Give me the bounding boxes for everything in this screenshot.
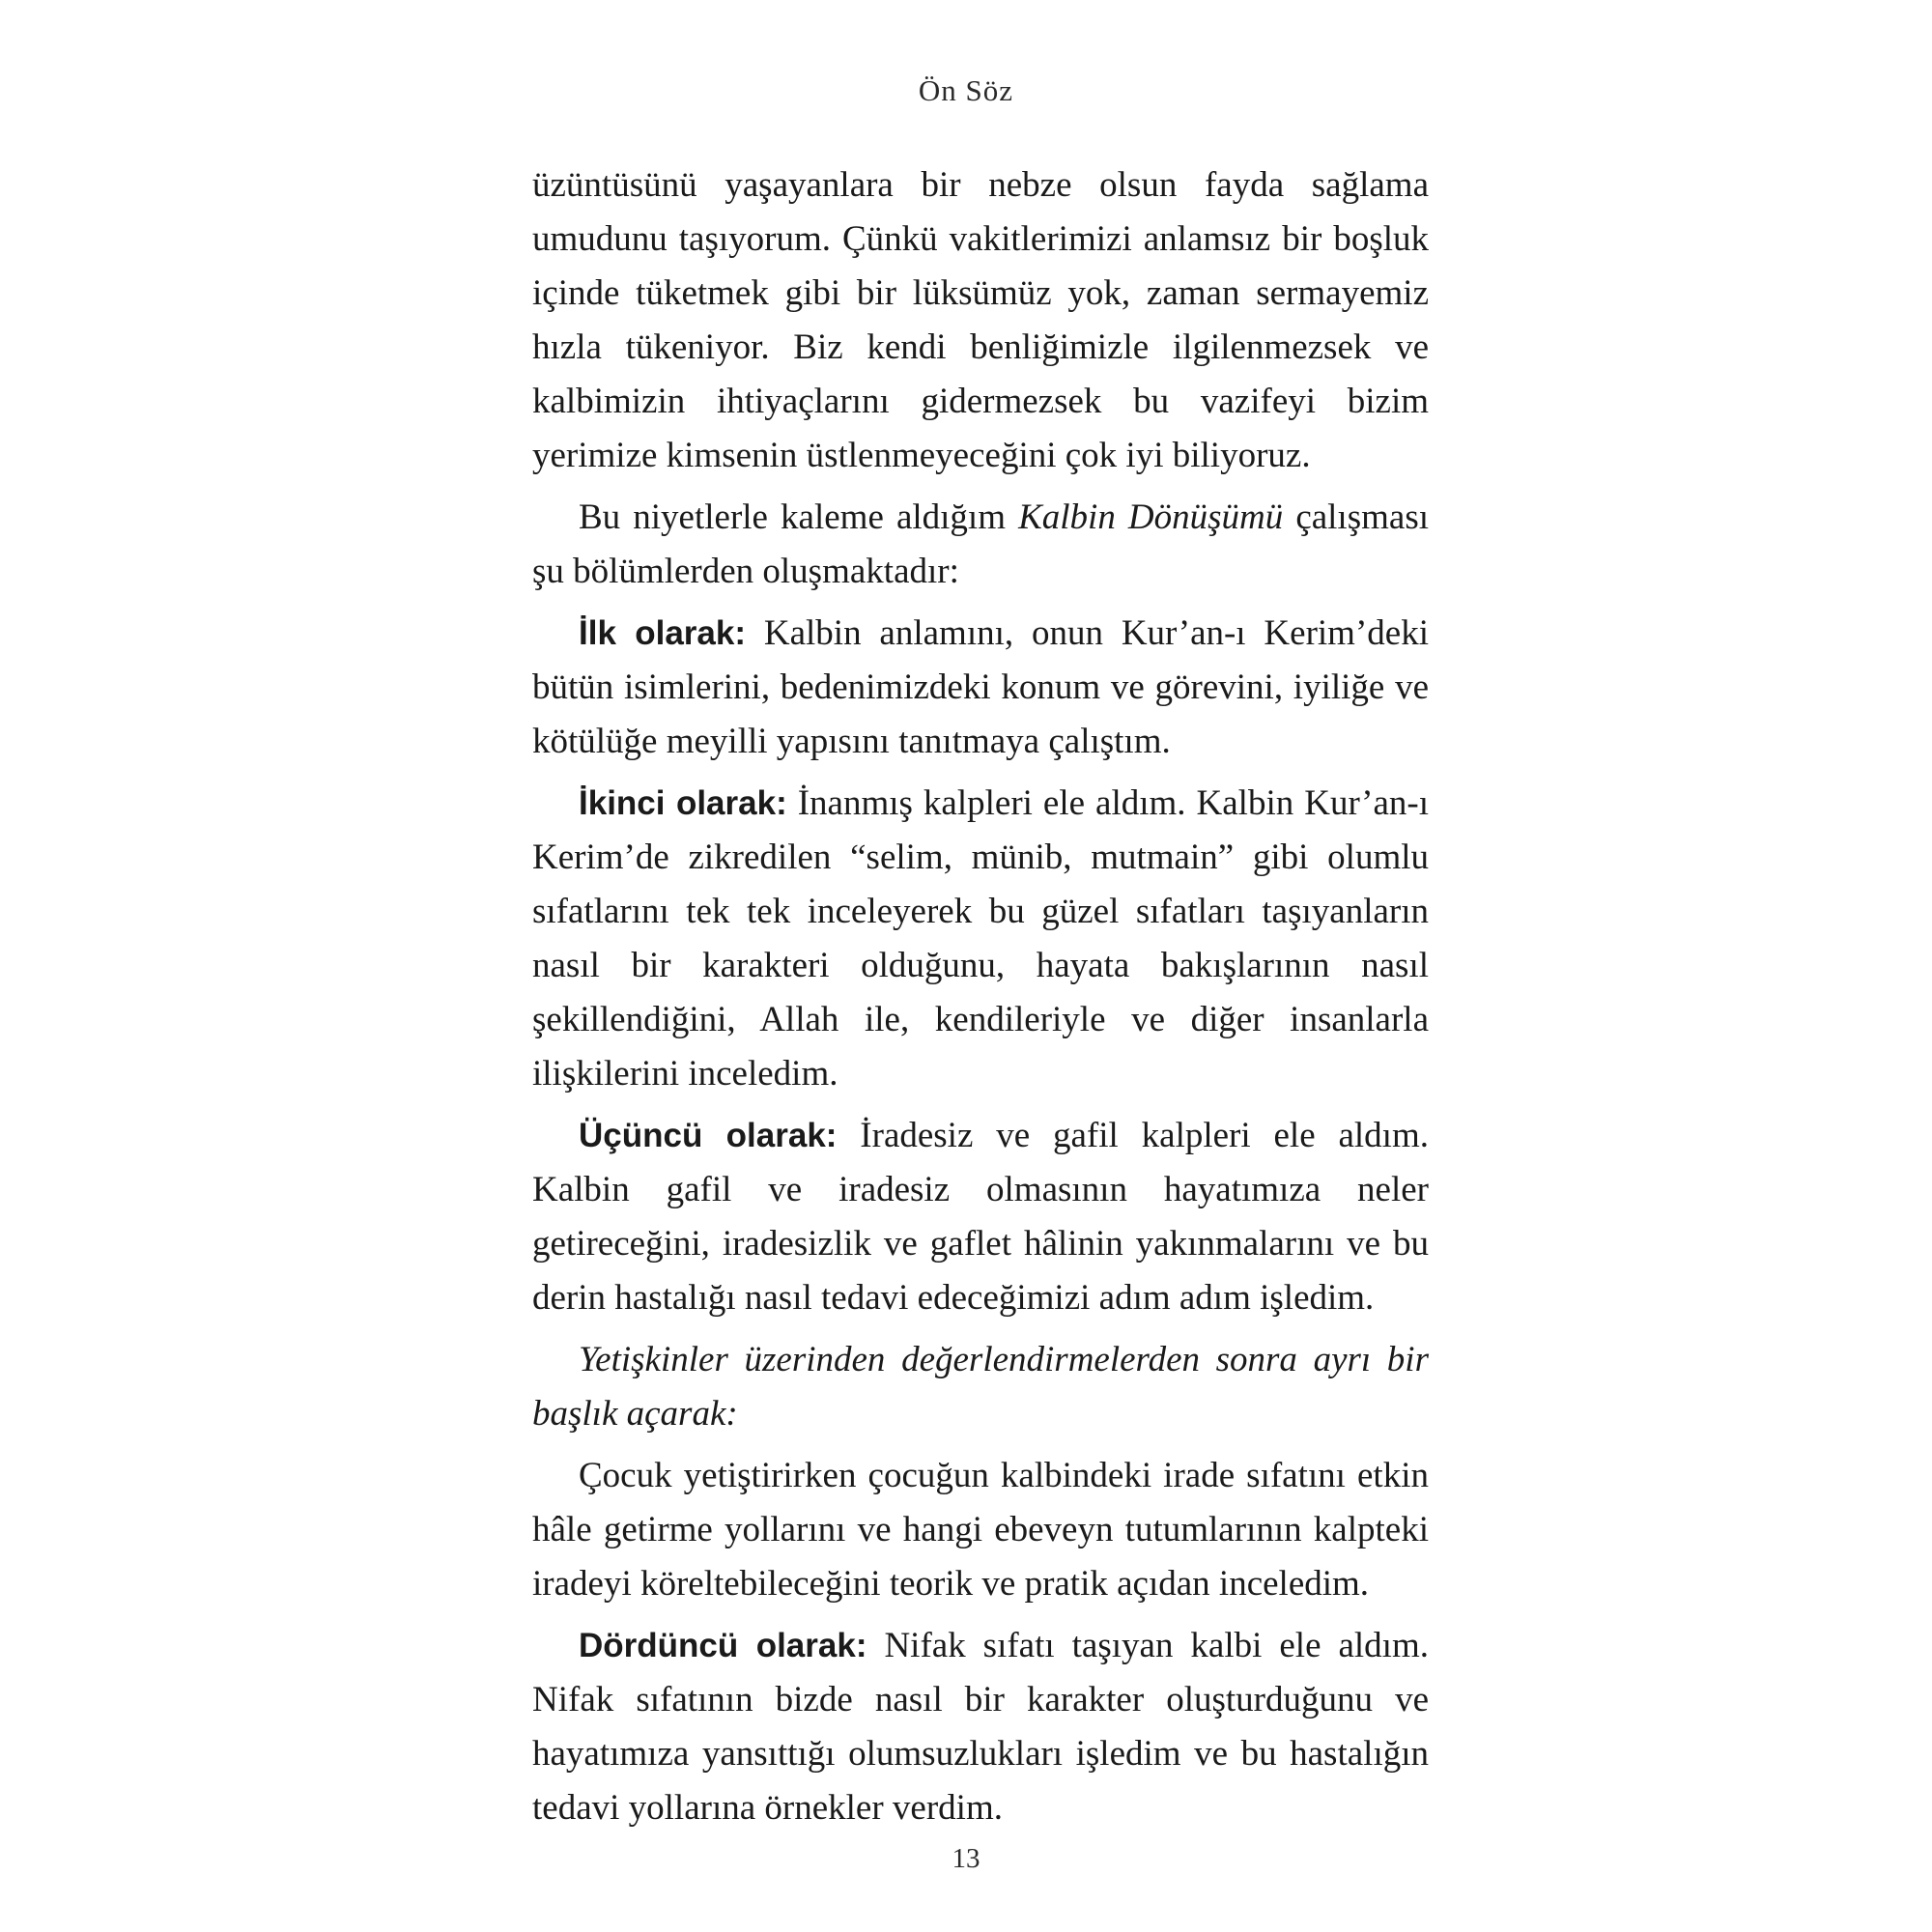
- paragraph-section-2: [532, 777, 1429, 1101]
- page-number: 13: [952, 1843, 980, 1874]
- section-lead-1: İlk olarak:: [579, 614, 747, 652]
- paragraph-section-3: [532, 1109, 1429, 1325]
- paragraph-intro: [532, 491, 1429, 599]
- paragraph-text: üzüntüsünü yaşayanlara bir nebze olsun fayda sağlama umudunu taşıyorum. Çünkü vakitlerimizi anlamsız bir boşluk içinde tüketmek gibi bir lüksümüz yok, zaman sermayemiz hızla tükeniyor. Biz kendi benliğimizle ilgilenmezsek ve kalbimizin ihtiyaçlarını gidermezsek bu vazifeyi bizim yerimize kimsenin üstlenmeyeceğini çok iyi biliyoruz.: [532, 165, 1429, 475]
- running-head-title: Ön Söz: [918, 73, 1014, 107]
- paragraph-text: Nifak sıfatı taşıyan kalbi ele aldım. Nifak sıfatının bizde nasıl bir karakter oluşturduğunu ve hayatımıza yansıttığı olumsuzlukları işledim ve bu hastalığın tedavi yollarına örnekler verdim.: [532, 1626, 1429, 1828]
- paragraph-section-4: [532, 1619, 1429, 1835]
- paragraph-text: Yetişkinler üzerinden değerlendirmelerden sonra ayrı bir başlık açarak:: [532, 1340, 1429, 1434]
- paragraph-text: Kalbin anlamını, onun Kur’an-ı Kerim’deki bütün isimlerini, bedenimizdeki konum ve görevini, iyiliğe ve kötülüğe meyilli yapısını tanıtmaya çalıştım.: [532, 613, 1429, 761]
- body-text: [532, 158, 1429, 1843]
- paragraph-text: İradesiz ve gafil kalpleri ele aldım. Kalbin gafil ve iradesiz olmasının hayatımıza neler getireceğini, iradesizlik ve gaflet hâlinin yakınmalarını ve bu derin hastalığı nasıl tedavi edeceğimizi adım adım işledim.: [532, 1116, 1429, 1318]
- section-lead-2: İkinci olarak:: [579, 784, 787, 822]
- paragraph-text-before: Bu niyetlerle kaleme aldığım: [579, 497, 1019, 537]
- paragraph-text-after: çalışması şu bölümlerden oluşmaktadır:: [532, 497, 1429, 591]
- paragraph-text: Çocuk yetiştirirken çocuğun kalbindeki irade sıfatını etkin hâle getirme yollarını ve hangi ebeveyn tutumlarının kalpteki iradeyi köreltebileceğini teorik ve pratik açıdan inceledim.: [532, 1456, 1429, 1604]
- section-lead-3: Üçüncü olarak:: [579, 1117, 838, 1154]
- paragraph-italic-note: [532, 1333, 1429, 1441]
- paragraph-section-1: [532, 607, 1429, 769]
- book-title: Kalbin Dönüşümü: [1018, 497, 1284, 537]
- paragraph-text: İnanmış kalpleri ele aldım. Kalbin Kur’an-ı Kerim’de zikredilen “selim, münib, mutmain” gibi olumlu sıfatlarını tek tek inceleyerek bu güzel sıfatları taşıyanların nasıl bir karakteri olduğunu, hayata bakışlarının nasıl şekillendiğini, Allah ile, kendileriyle ve diğer insanlarla ilişkilerini inceledim.: [532, 783, 1429, 1094]
- section-lead-4: Dördüncü olarak:: [579, 1627, 867, 1664]
- paragraph-children: [532, 1449, 1429, 1611]
- paragraph-continuation: [532, 158, 1429, 483]
